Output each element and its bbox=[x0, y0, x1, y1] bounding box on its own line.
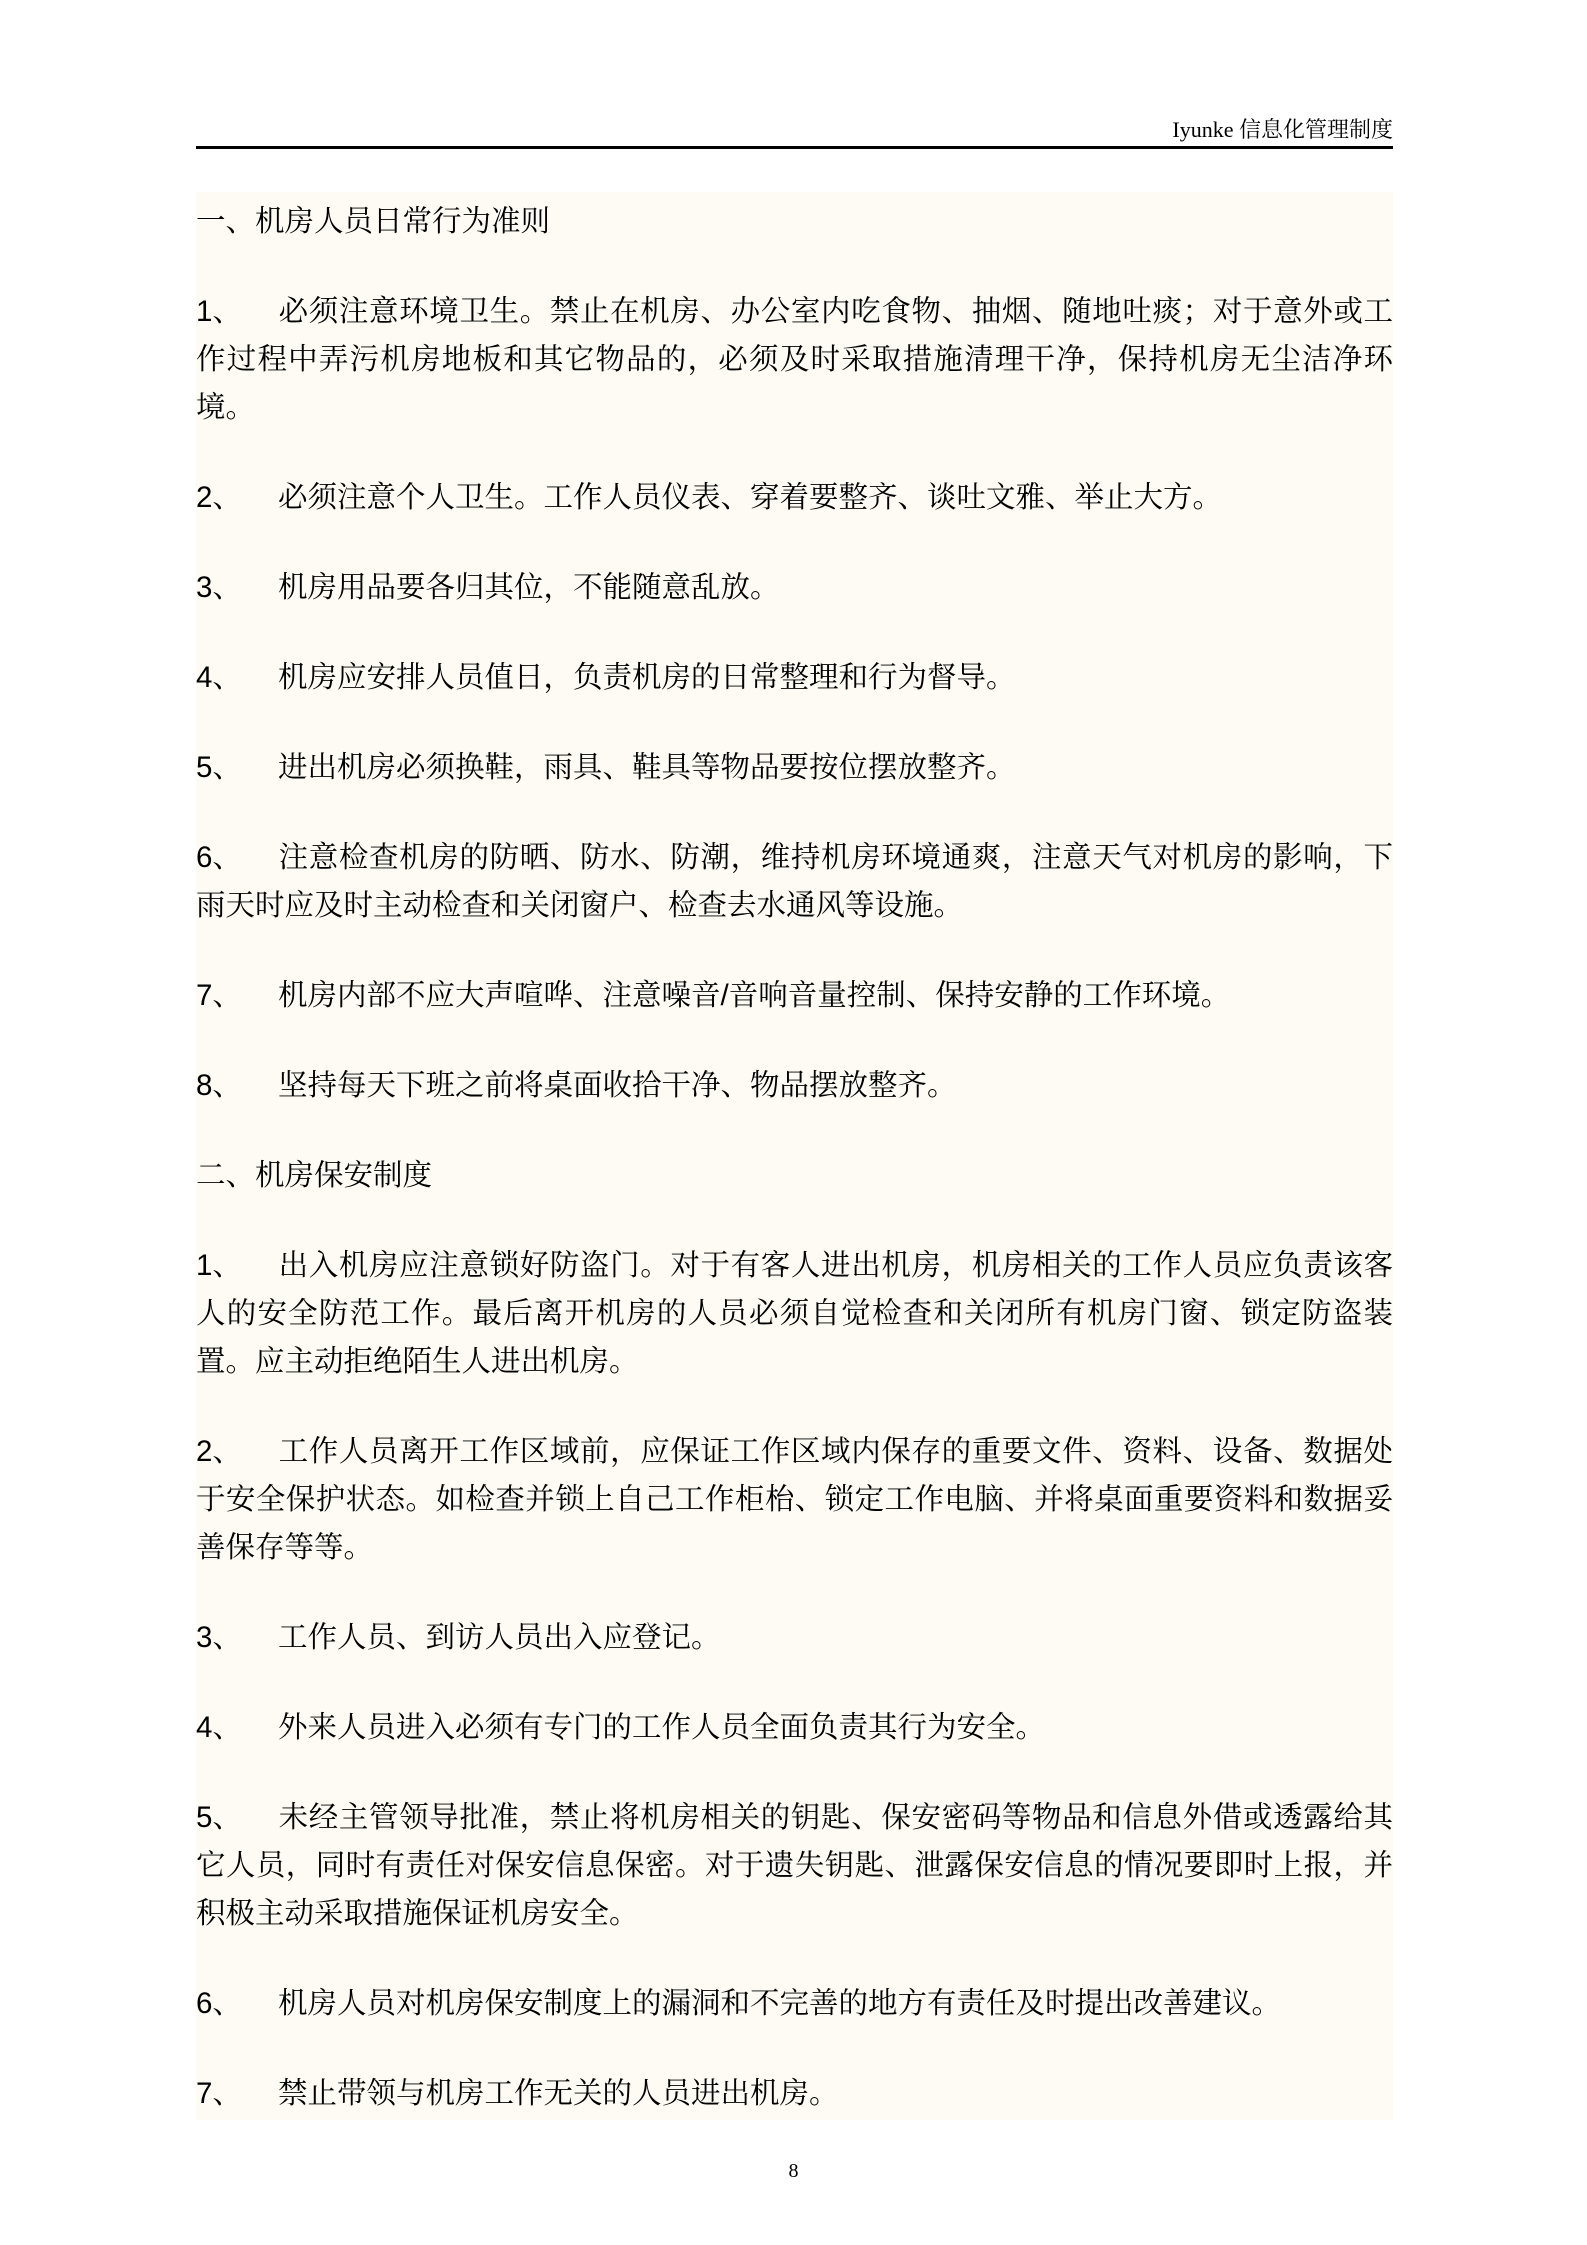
item-number: 1、 bbox=[196, 1249, 242, 1282]
list-item bbox=[196, 564, 1393, 612]
list-item bbox=[196, 1980, 1393, 2028]
item-number: 4、 bbox=[196, 661, 242, 694]
document-text-area bbox=[196, 192, 1393, 2120]
item-text: 必须注意环境卫生。禁止在机房、办公室内吃食物、抽烟、随地吐痰；对于意外或工作过程中弄污机房地板和其它物品的，必须及时采取措施清理干净，保持机房无尘洁净环境。 bbox=[196, 295, 1393, 424]
item-text: 机房内部不应大声喧哗、注意噪音/音响音量控制、保持安静的工作环境。 bbox=[278, 979, 1231, 1012]
list-item bbox=[196, 1242, 1393, 1386]
section-heading: 一、机房人员日常行为准则 bbox=[196, 205, 551, 238]
item-number: 3、 bbox=[196, 1621, 242, 1654]
list-item bbox=[196, 654, 1393, 702]
item-text: 注意检查机房的防晒、防水、防潮，维持机房环境通爽，注意天气对机房的影响，下雨天时应及时主动检查和关闭窗户、检查去水通风等设施。 bbox=[196, 841, 1393, 922]
item-number: 7、 bbox=[196, 979, 242, 1012]
list-item bbox=[196, 1794, 1393, 1938]
list-item bbox=[196, 1614, 1393, 1662]
item-number: 2、 bbox=[196, 1435, 242, 1468]
item-text: 未经主管领导批准，禁止将机房相关的钥匙、保安密码等物品和信息外借或透露给其它人员，同时有责任对保安信息保密。对于遗失钥匙、泄露保安信息的情况要即时上报，并积极主动采取措施保证机房安全。 bbox=[196, 1801, 1393, 1930]
item-number: 1、 bbox=[196, 295, 242, 328]
item-number: 7、 bbox=[196, 2077, 242, 2110]
item-text: 机房用品要各归其位，不能随意乱放。 bbox=[278, 571, 780, 604]
page-number: 8 bbox=[788, 2160, 799, 2182]
list-item bbox=[196, 1062, 1393, 1110]
section-heading: 二、机房保安制度 bbox=[196, 1159, 433, 1192]
list-item bbox=[196, 2070, 1393, 2118]
item-text: 出入机房应注意锁好防盗门。对于有客人进出机房，机房相关的工作人员应负责该客人的安全防范工作。最后离开机房的人员必须自觉检查和关闭所有机房门窗、锁定防盗装置。应主动拒绝陌生人进出机房。 bbox=[196, 1249, 1393, 1378]
list-item bbox=[196, 744, 1393, 792]
item-number: 5、 bbox=[196, 1801, 242, 1834]
item-number: 5、 bbox=[196, 751, 242, 784]
item-text: 进出机房必须换鞋，雨具、鞋具等物品要按位摆放整齐。 bbox=[278, 751, 1016, 784]
item-text: 工作人员离开工作区域前，应保证工作区域内保存的重要文件、资料、设备、数据处于安全保护状态。如检查并锁上自己工作柜枱、锁定工作电脑、并将桌面重要资料和数据妥善保存等等。 bbox=[196, 1435, 1393, 1564]
list-item bbox=[196, 1704, 1393, 1752]
list-item bbox=[196, 474, 1393, 522]
item-number: 8、 bbox=[196, 1069, 242, 1102]
item-text: 机房人员对机房保安制度上的漏洞和不完善的地方有责任及时提出改善建议。 bbox=[278, 1987, 1282, 2020]
item-number: 4、 bbox=[196, 1711, 242, 1744]
list-item bbox=[196, 834, 1393, 930]
page-header-title: Iyunke 信息化管理制度 bbox=[1172, 117, 1393, 142]
item-text: 外来人员进入必须有专门的工作人员全面负责其行为安全。 bbox=[278, 1711, 1046, 1744]
item-text: 坚持每天下班之前将桌面收拾干净、物品摆放整齐。 bbox=[278, 1069, 957, 1102]
item-text: 禁止带领与机房工作无关的人员进出机房。 bbox=[278, 2077, 839, 2110]
item-number: 3、 bbox=[196, 571, 242, 604]
item-text: 机房应安排人员值日，负责机房的日常整理和行为督导。 bbox=[278, 661, 1016, 694]
list-item bbox=[196, 288, 1393, 432]
document-body bbox=[196, 0, 1393, 2120]
list-item bbox=[196, 1428, 1393, 1572]
item-text: 工作人员、到访人员出入应登记。 bbox=[278, 1621, 721, 1654]
item-number: 6、 bbox=[196, 1987, 242, 2020]
item-number: 2、 bbox=[196, 481, 242, 514]
item-text: 必须注意个人卫生。工作人员仪表、穿着要整齐、谈吐文雅、举止大方。 bbox=[278, 481, 1223, 514]
list-item bbox=[196, 972, 1393, 1020]
item-number: 6、 bbox=[196, 841, 242, 874]
